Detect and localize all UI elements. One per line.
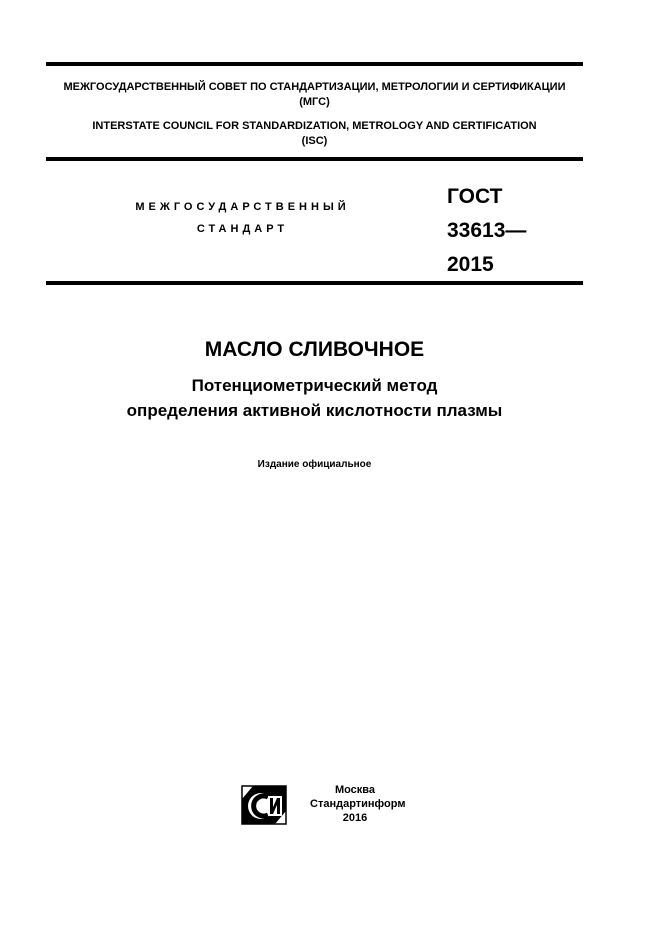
council-abbr-en: (ISC)	[301, 135, 328, 147]
document-subtitle-line2: определения активной кислотности плазмы	[126, 401, 503, 420]
council-name-ru-line1: МЕЖГОСУДАРСТВЕННЫЙ СОВЕТ ПО СТАНДАРТИЗАЦИИ, МЕТРОЛОГИИ И СЕРТИФИКАЦИИ	[63, 81, 566, 93]
publisher-city: Москва	[334, 784, 376, 796]
top-rule	[46, 62, 583, 66]
standartinform-logo-icon	[241, 785, 287, 825]
standard-type	[110, 196, 375, 240]
document-title: МАСЛО СЛИВОЧНОЕ	[204, 338, 425, 361]
standard-code-number: 33613—	[447, 219, 527, 242]
standard-type-line2: СТАНДАРТ	[196, 223, 289, 235]
council-abbr-ru: (МГС)	[299, 96, 330, 108]
document-subtitle-line1: Потенциометрический метод	[191, 376, 438, 395]
document-subtitle	[46, 373, 583, 423]
publisher-name: Стандартинформ	[310, 798, 406, 810]
code-bottom-rule	[46, 281, 583, 285]
standard-code-prefix: ГОСТ	[447, 185, 503, 208]
header-bottom-rule	[46, 157, 583, 161]
standard-code	[447, 180, 526, 282]
standard-code-year: 2015	[447, 253, 494, 276]
council-name-ru	[46, 80, 583, 110]
council-name-en-line1: INTERSTATE COUNCIL FOR STANDARDIZATION, METROLOGY AND CERTIFICATION	[92, 120, 537, 132]
publisher-info	[310, 783, 406, 825]
standard-type-line1: МЕЖГОСУДАРСТВЕННЫЙ	[135, 201, 350, 213]
council-name-en	[46, 119, 583, 149]
edition-note: Издание официальное	[257, 459, 372, 470]
publisher-year: 2016	[342, 812, 368, 824]
